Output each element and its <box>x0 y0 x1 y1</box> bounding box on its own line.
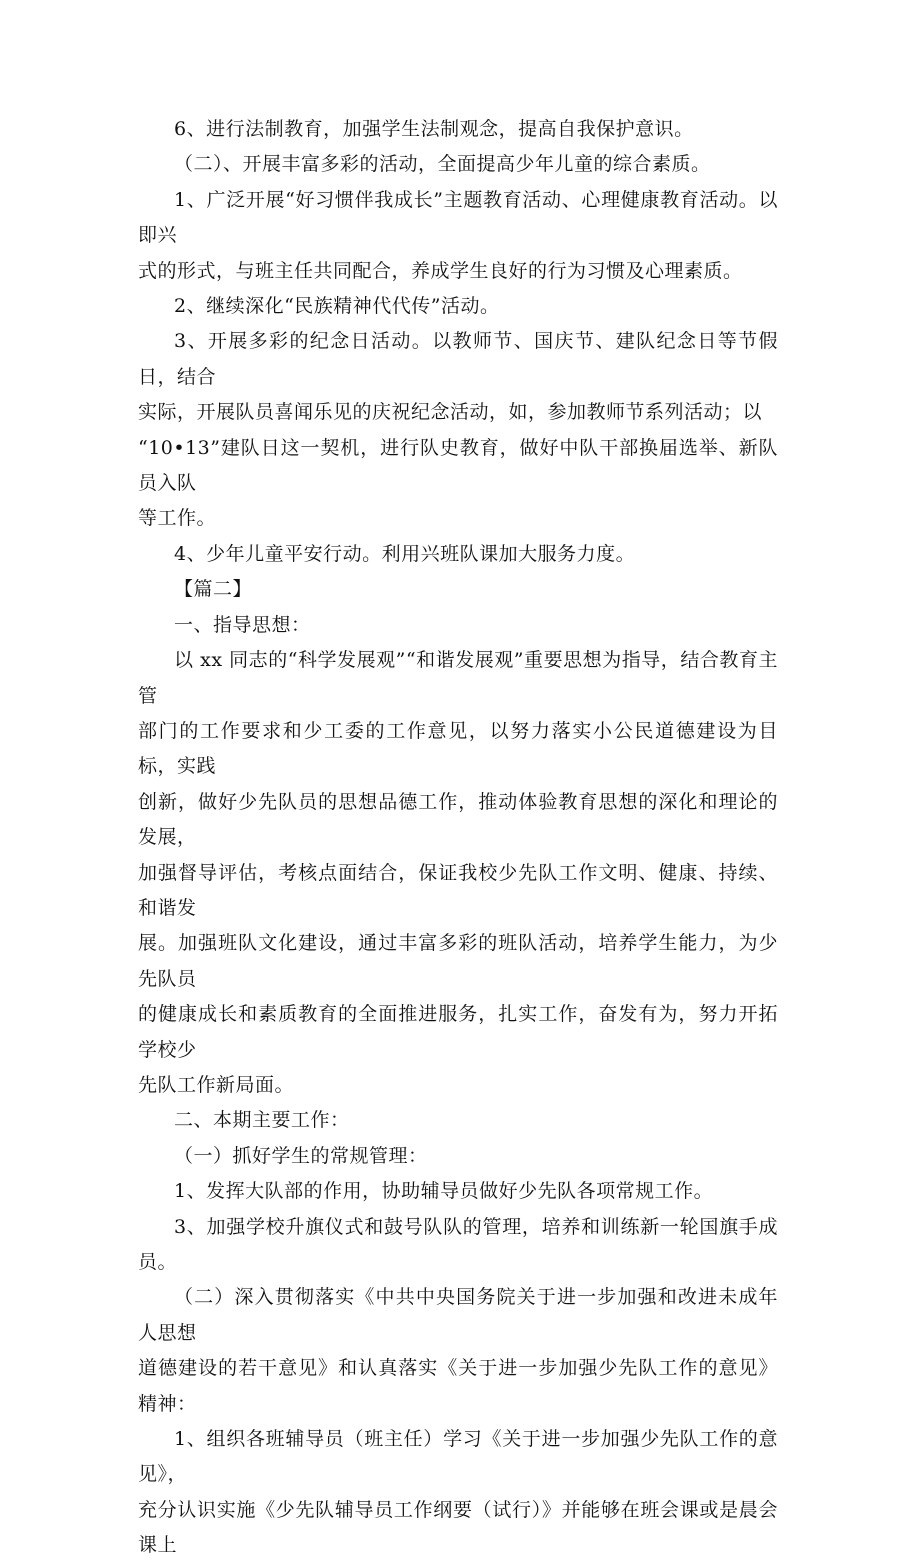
paragraph <box>138 112 778 147</box>
text-line: 1、发挥大队部的作用，协助辅导员做好少先队各项常规工作。 <box>174 1180 714 1203</box>
paragraph <box>138 183 778 289</box>
text-line: 3、加强学校升旗仪式和鼓号队队的管理，培养和训练新一轮国旗手成员。 <box>138 1215 778 1273</box>
paragraph <box>138 1422 778 1564</box>
paragraph <box>138 1280 778 1422</box>
text-line: 以 xx 同志的“科学发展观”“和谐发展观”重要思想为指导，结合教育主管 <box>138 649 778 707</box>
paragraph <box>138 324 778 536</box>
paragraph <box>138 608 778 643</box>
paragraph <box>138 289 778 324</box>
paragraph <box>138 643 778 1103</box>
text-line: 1、组织各班辅导员（班主任）学习《关于进一步加强少先队工作的意见》， <box>138 1428 778 1486</box>
paragraph <box>138 1139 778 1174</box>
text-line: 式的形式，与班主任共同配合，养成学生良好的行为习惯及心理素质。 <box>138 259 743 282</box>
text-line: 一、指导思想： <box>174 613 311 636</box>
text-line: 先队工作新局面。 <box>138 1073 295 1096</box>
text-line: 4、少年儿童平安行动。利用兴班队课加大服务力度。 <box>174 542 636 565</box>
text-line: 创新，做好少先队员的思想品德工作，推动体验教育思想的深化和理论的发展， <box>138 790 778 849</box>
paragraph <box>138 572 778 607</box>
text-line: 充分认识实施《少先队辅导员工作纲要（试行）》并能够在班会课或是晨会课上 <box>138 1498 778 1557</box>
text-line: 道德建设的若干意见》和认真落实《关于进一步加强少先队工作的意见》精神： <box>138 1357 778 1415</box>
text-line: 【篇二】 <box>174 578 253 601</box>
paragraph <box>138 1103 778 1138</box>
text-line: 2、继续深化“民族精神代代传”活动。 <box>174 295 500 318</box>
text-line: 的健康成长和素质教育的全面推进服务，扎实工作，奋发有为，努力开拓学校少 <box>138 1003 778 1061</box>
text-line: 1、广泛开展“好习惯伴我成长”主题教育活动、心理健康教育活动。以即兴 <box>138 188 778 247</box>
text-line: 实际，开展队员喜闻乐见的庆祝纪念活动，如，参加教师节系列活动；以 <box>138 401 763 424</box>
paragraph <box>138 1210 778 1281</box>
text-line: 部门的工作要求和少工委的工作意见，以努力落实小公民道德建设为目标，实践 <box>138 719 778 778</box>
paragraph <box>138 537 778 572</box>
text-line: 展。加强班队文化建设，通过丰富多彩的班队活动，培养学生能力，为少先队员 <box>138 932 778 990</box>
paragraph <box>138 147 778 182</box>
text-line: 3、开展多彩的纪念日活动。以教师节、国庆节、建队纪念日等节假日，结合 <box>138 330 778 388</box>
text-line: （二）深入贯彻落实《中共中央国务院关于进一步加强和改进未成年人思想 <box>138 1286 778 1344</box>
text-line: “10•13”建队日这一契机，进行队史教育，做好中队干部换届选举、新队员入队 <box>138 436 778 495</box>
document-body <box>138 112 778 1564</box>
text-line: （二）、开展丰富多彩的活动，全面提高少年儿童的综合素质。 <box>174 153 711 176</box>
text-line: 等工作。 <box>138 507 217 530</box>
paragraph <box>138 1174 778 1209</box>
text-line: 加强督导评估，考核点面结合，保证我校少先队工作文明、健康、持续、和谐发 <box>138 861 778 919</box>
text-line: （一）抓好学生的常规管理： <box>174 1144 428 1167</box>
text-line: 6、进行法制教育，加强学生法制观念，提高自我保护意识。 <box>174 118 694 140</box>
text-line: 二、本期主要工作： <box>174 1109 350 1132</box>
